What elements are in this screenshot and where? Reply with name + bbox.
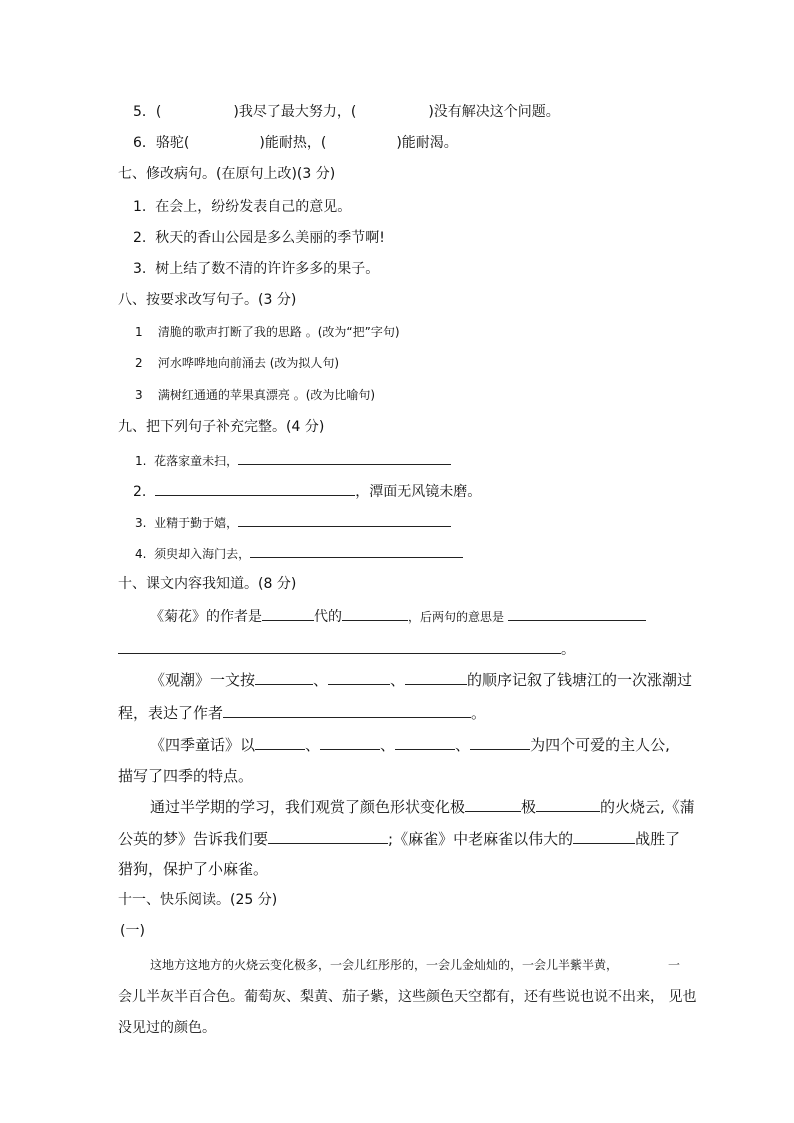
answer-blank[interactable] [155, 481, 355, 496]
item-text: 秋天的香山公园是多么美丽的季节啊! [155, 230, 385, 246]
item-number: 2 [135, 356, 143, 370]
section-11-subtitle: (一) [120, 923, 145, 939]
section-10-para-2-cont [118, 703, 486, 723]
para-text: 《菊花》的作者是 [150, 609, 262, 625]
section-10-para-3 [150, 735, 670, 755]
para-text: 公英的梦》告诉我们要 [118, 830, 269, 848]
section-9-item [135, 450, 451, 471]
section-8-title: 八、按要求改写句子。(3 分) [118, 292, 297, 308]
answer-blank[interactable] [238, 450, 451, 465]
q6-middle: )能耐热，( [259, 135, 327, 151]
answer-blank[interactable] [536, 797, 600, 812]
answer-blank[interactable] [250, 543, 463, 558]
item-text: 在会上，纷纷发表自己的意见。 [155, 199, 352, 215]
section-9-item [135, 543, 463, 564]
item-number: 1 [135, 325, 143, 339]
question-6 [133, 133, 458, 153]
section-11-title: 十一、快乐阅读。(25 分) [118, 892, 278, 908]
para-text: 。 [471, 704, 487, 722]
section-10-title: 十、课文内容我知道。(8 分) [118, 576, 297, 592]
item-number: 2. [133, 230, 147, 246]
para-text: 、 [380, 736, 396, 754]
section-8-item [135, 385, 375, 405]
answer-blank[interactable] [342, 606, 408, 621]
para-text: 代的 [314, 609, 342, 625]
section-10-para-4-end: 猎狗，保护了小麻雀。 [118, 860, 269, 878]
section-7-title: 七、修改病句。(在原句上改)(3 分) [118, 166, 336, 182]
item-text: 清脆的歌声打断了我的思路 。(改为“把”字句) [157, 325, 400, 339]
para-text: 通过半学期的学习，我们观赏了颜色形状变化极 [150, 798, 466, 816]
section-8-item [135, 353, 339, 373]
q5-middle: )我尽了最大努力，( [233, 104, 357, 120]
section-8-item [135, 322, 400, 342]
para-text: 这地方这地方的火烧云变化极多，一会儿红彤彤的，一会儿金灿灿的，一会儿半紫半黄， [150, 958, 619, 972]
question-5 [133, 102, 560, 122]
q6-end: )能耐渴。 [396, 135, 458, 151]
answer-blank[interactable] [405, 670, 467, 685]
q5-start: 5．( [133, 104, 162, 120]
para-text: 极 [521, 798, 537, 816]
item-number: 4. [135, 547, 147, 561]
para-text: ，后两句的意思是 [408, 610, 505, 624]
section-10-para-1 [150, 606, 646, 627]
item-text: 业精于勤于嬉， [154, 516, 239, 530]
reading-para-line-1-tail: 一 [668, 958, 681, 972]
answer-blank[interactable] [255, 670, 313, 685]
answer-blank[interactable] [255, 735, 305, 750]
para-text: 、 [305, 736, 321, 754]
reading-para-line-1 [150, 955, 618, 975]
para-text: ;《麻雀》中老麻雀以伟大的 [388, 830, 574, 848]
para-text: 、 [313, 671, 329, 689]
item-text: 花落家童未扫， [154, 454, 239, 468]
item-text: 河水哗哗地向前涌去 (改为拟人句) [157, 356, 340, 370]
para-text: 、 [390, 671, 406, 689]
section-9-title: 九、把下列句子补充完整。(4 分) [118, 419, 325, 435]
section-9-item [133, 481, 481, 502]
answer-blank[interactable] [508, 606, 646, 621]
answer-blank[interactable] [268, 829, 388, 844]
answer-blank[interactable] [320, 735, 380, 750]
section-7-item [133, 197, 351, 217]
answer-blank[interactable] [118, 639, 561, 654]
reading-para-line-2: 会儿半灰半百合色。葡萄灰、梨黄、茄子紫，这些颜色天空都有，还有些说也说不出来， 见也 [118, 989, 697, 1005]
item-number: 3. [135, 516, 147, 530]
section-10-para-4-cont [118, 829, 680, 849]
item-number: 3. [133, 261, 147, 277]
answer-blank[interactable] [262, 606, 314, 621]
section-10-para-4 [150, 797, 695, 817]
q6-start: 6．骆驼( [133, 135, 190, 151]
item-number: 1. [135, 454, 147, 468]
section-10-para-1-cont [118, 639, 575, 660]
section-7-item [133, 259, 379, 279]
para-text: 为四个可爱的主人公, [530, 736, 670, 754]
section-10-para-3-cont: 描写了四季的特点。 [118, 767, 254, 785]
answer-blank[interactable] [223, 703, 471, 718]
item-text: 满树红通通的苹果真漂亮 。(改为比喻句) [157, 388, 376, 402]
answer-blank[interactable] [573, 829, 635, 844]
para-text: 的顺序记叙了钱塘江的一次涨潮过 [467, 671, 693, 689]
item-number: 1. [133, 199, 147, 215]
item-text: 树上结了数不清的许许多多的果子。 [155, 261, 380, 277]
item-number: 3 [135, 388, 143, 402]
q5-end: )没有解决这个问题。 [428, 104, 560, 120]
para-text: 程，表达了作者 [118, 704, 224, 722]
reading-para-line-3: 没见过的颜色。 [118, 1020, 216, 1036]
para-text: 《四季童话》以 [150, 736, 256, 754]
para-text: 《观潮》一文按 [150, 671, 256, 689]
para-text: 的火烧云,《蒲 [600, 798, 695, 816]
item-text: ，潭面无风镜未磨。 [355, 484, 482, 500]
para-text: 、 [455, 736, 471, 754]
answer-blank[interactable] [328, 670, 390, 685]
answer-blank[interactable] [470, 735, 530, 750]
answer-blank[interactable] [238, 512, 451, 527]
item-text: 须臾却入海门去， [154, 547, 251, 561]
answer-blank[interactable] [395, 735, 455, 750]
section-10-para-2 [150, 670, 692, 690]
para-text: 。 [561, 642, 575, 658]
answer-blank[interactable] [465, 797, 521, 812]
item-number: 2. [133, 484, 147, 500]
section-9-item [135, 512, 451, 533]
para-text: 战胜了 [635, 830, 681, 848]
section-7-item [133, 228, 385, 248]
